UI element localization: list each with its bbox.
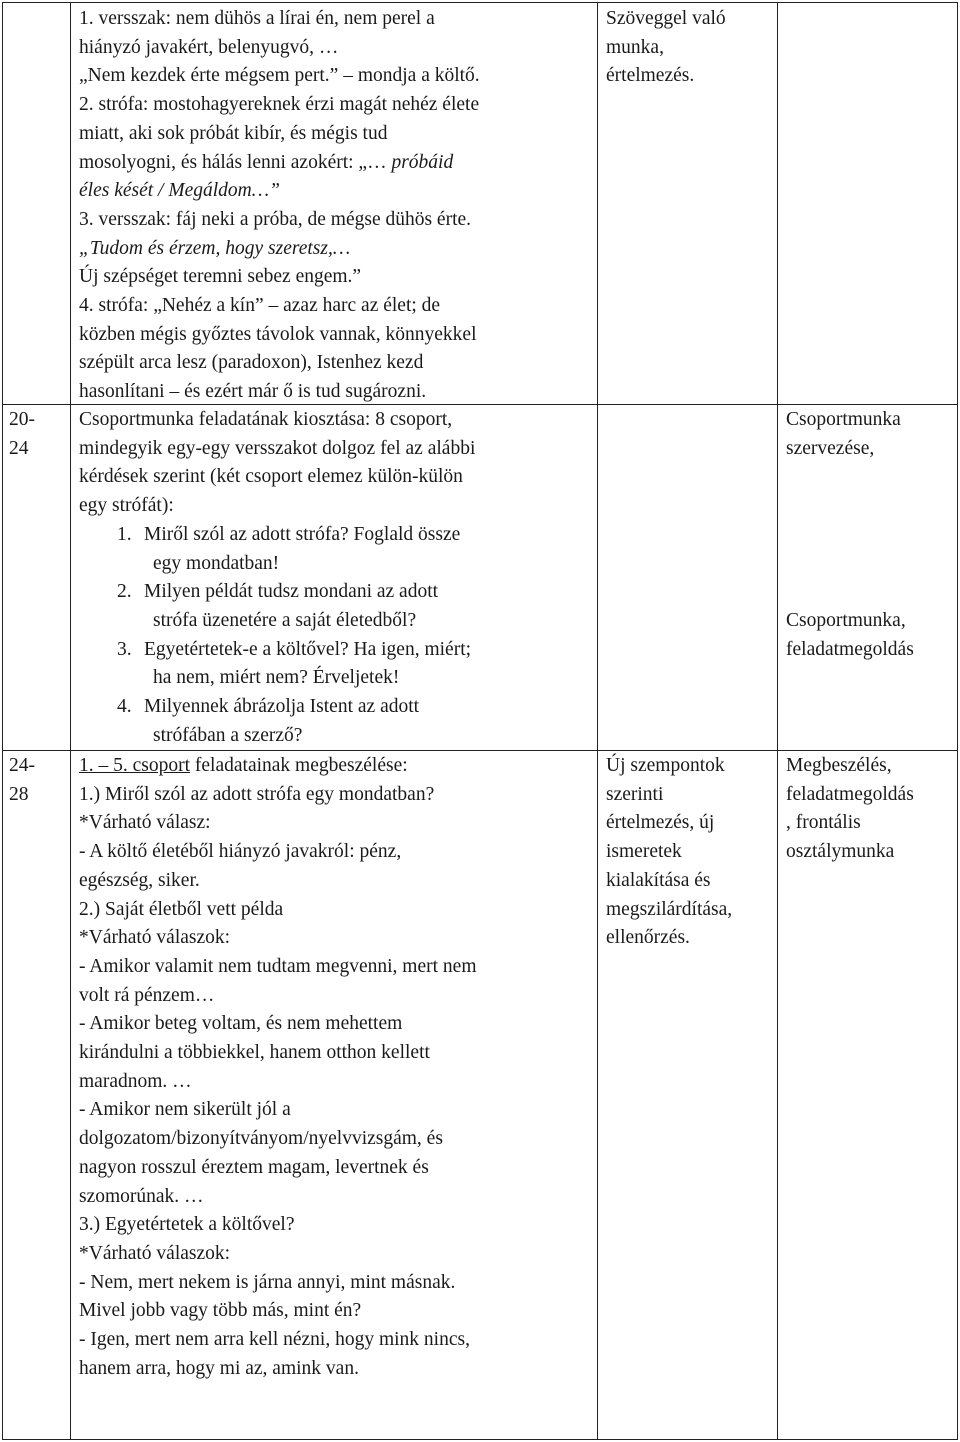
- organization-line: szervezése,: [786, 437, 875, 459]
- content-line: - A költő életéből hiányzó javakról: pénz,: [79, 841, 402, 863]
- question-item: 2. Milyen példát tudsz mondani az adott: [117, 581, 439, 603]
- method-line: ellenőrzés.: [606, 927, 690, 949]
- content-line: 3.) Egyetértetek a költővel?: [79, 1214, 295, 1236]
- method-line: értelmezés.: [606, 65, 695, 87]
- method-line: megszilárdítása,: [606, 898, 733, 920]
- spacer: [786, 521, 914, 550]
- method-line: munka,: [606, 36, 664, 58]
- organization-line: Csoportmunka: [786, 409, 901, 430]
- content-line: 1. versszak: nem dühös a lírai én, nem perel a: [79, 8, 435, 29]
- table-border-right: [957, 2, 958, 1440]
- organization-line: Megbeszélés,: [786, 755, 892, 776]
- question-item: 3. Egyetértetek-e a költővel? Ha igen, miért;: [117, 638, 472, 660]
- content-line: hiányzó javakért, belenyugvó, …: [79, 36, 339, 58]
- column-divider-3: [777, 2, 778, 1440]
- spacer: [786, 578, 914, 607]
- content-line: - Amikor nem sikerült jól a: [79, 1099, 291, 1121]
- question-item: 4. Milyennek ábrázolja Istent az adott: [117, 696, 420, 718]
- content-line: mosolyogni, és hálás lenni azokért: „… próbáid: [79, 151, 454, 173]
- spacer: [786, 549, 914, 578]
- content-line: kérdések szerint (két csoport elemez külön-külön: [79, 466, 463, 488]
- organization-line: Csoportmunka,: [786, 609, 906, 631]
- organization-line: , frontális: [786, 812, 861, 834]
- content-line: 1.) Miről szól az adott strófa egy mondatban?: [79, 783, 435, 805]
- question-continuation: ha nem, miért nem? Érveljetek!: [153, 667, 400, 689]
- question-continuation: strófa üzenetére a saját életedből?: [153, 609, 417, 631]
- content-line: *Várható válaszok:: [79, 1242, 231, 1264]
- content-line: - Nem, mert nekem is járna annyi, mint másnak.: [79, 1271, 456, 1293]
- row3-time-cell: [9, 752, 35, 809]
- content-line: szomorúnak. …: [79, 1185, 204, 1207]
- method-line: Szöveggel való: [606, 8, 726, 29]
- question-continuation: egy mondatban!: [153, 552, 280, 574]
- content-line: egy strófát):: [79, 495, 174, 517]
- row2-organization-cell: [786, 406, 914, 664]
- time-line: 24: [9, 437, 29, 459]
- question-item: 1. Miről szól az adott strófa? Foglald össze: [117, 523, 461, 545]
- content-line: hasonlítani – és ezért már ő is tud sugározni.: [79, 381, 427, 403]
- content-line: Mivel jobb vagy több más, mint én?: [79, 1300, 362, 1322]
- organization-line: feladatmegoldás: [786, 783, 914, 805]
- method-line: ismeretek: [606, 841, 682, 863]
- content-line: - Amikor valamit nem tudtam megvenni, mert nem: [79, 955, 477, 977]
- content-line: dolgozatom/bizonyítványom/nyelvvizsgám, és: [79, 1128, 443, 1150]
- time-line: 24-: [9, 755, 35, 776]
- row2-time-cell: [9, 406, 35, 463]
- content-line: miatt, aki sok próbát kibír, és mégis tud: [79, 122, 388, 144]
- column-divider-2: [597, 2, 598, 1440]
- content-line: mindegyik egy-egy versszakot dolgoz fel az alábbi: [79, 437, 476, 459]
- content-line: egészség, siker.: [79, 869, 200, 891]
- content-line: *Várható válaszok:: [79, 927, 231, 949]
- content-line: *Várható válasz:: [79, 812, 211, 834]
- content-line: 2. strófa: mostohagyereknek érzi magát nehéz élete: [79, 94, 480, 116]
- row3-organization-cell: [786, 752, 914, 867]
- row2-content-cell: [79, 406, 475, 750]
- content-line: kirándulni a többiekkel, hanem otthon kellett: [79, 1042, 430, 1064]
- method-line: értelmezés, új: [606, 812, 715, 834]
- content-line: „Nem kezdek érte mégsem pert.” – mondja a költő.: [79, 65, 480, 87]
- content-line: Csoportmunka feladatának kiosztása: 8 csoport,: [79, 409, 453, 430]
- content-line: - Igen, mert nem arra kell nézni, hogy mink nincs,: [79, 1329, 470, 1351]
- method-line: szerinti: [606, 783, 664, 805]
- organization-line: feladatmegoldás: [786, 638, 914, 660]
- content-line: szépült arca lesz (paradoxon), Istenhez kezd: [79, 352, 424, 374]
- spacer: [786, 492, 914, 521]
- row3-content-cell: [79, 752, 477, 1383]
- column-divider-1: [70, 2, 71, 1440]
- time-line: 28: [9, 783, 29, 805]
- content-line: 2.) Saját életből vett példa: [79, 898, 284, 920]
- table-border-top: [2, 2, 958, 3]
- content-line: Új szépséget teremni sebez engem.”: [79, 266, 362, 288]
- row1-method-cell: [606, 5, 726, 91]
- content-line: hanem arra, hogy mi az, amink van.: [79, 1357, 359, 1379]
- content-line: 4. strófa: „Nehéz a kín” – azaz harc az élet; de: [79, 295, 441, 317]
- content-heading: 1. – 5. csoport feladatainak megbeszélése:: [79, 755, 408, 776]
- content-line: nagyon rosszul éreztem magam, levertnek és: [79, 1156, 429, 1178]
- time-line: 20-: [9, 409, 35, 430]
- content-line: maradnom. …: [79, 1070, 192, 1092]
- content-line: közben mégis győztes távolok vannak, könnyekkel: [79, 323, 477, 345]
- table-border-bottom: [2, 1439, 958, 1440]
- row1-content-cell: [79, 5, 480, 407]
- content-line: „Tudom és érzem, hogy szeretsz,…: [79, 237, 351, 259]
- table-border-left: [2, 2, 3, 1440]
- content-line: - Amikor beteg voltam, és nem mehettem: [79, 1013, 403, 1035]
- method-line: Új szempontok: [606, 755, 725, 776]
- method-line: kialakítása és: [606, 869, 711, 891]
- spacer: [786, 463, 914, 492]
- row3-method-cell: [606, 752, 732, 953]
- question-continuation: strófában a szerző?: [153, 724, 303, 746]
- content-line: volt rá pénzem…: [79, 984, 215, 1006]
- content-line: 3. versszak: fáj neki a próba, de mégse dühös érte.: [79, 208, 472, 230]
- organization-line: osztálymunka: [786, 841, 895, 863]
- content-line: éles kését / Megáldom…”: [79, 180, 280, 202]
